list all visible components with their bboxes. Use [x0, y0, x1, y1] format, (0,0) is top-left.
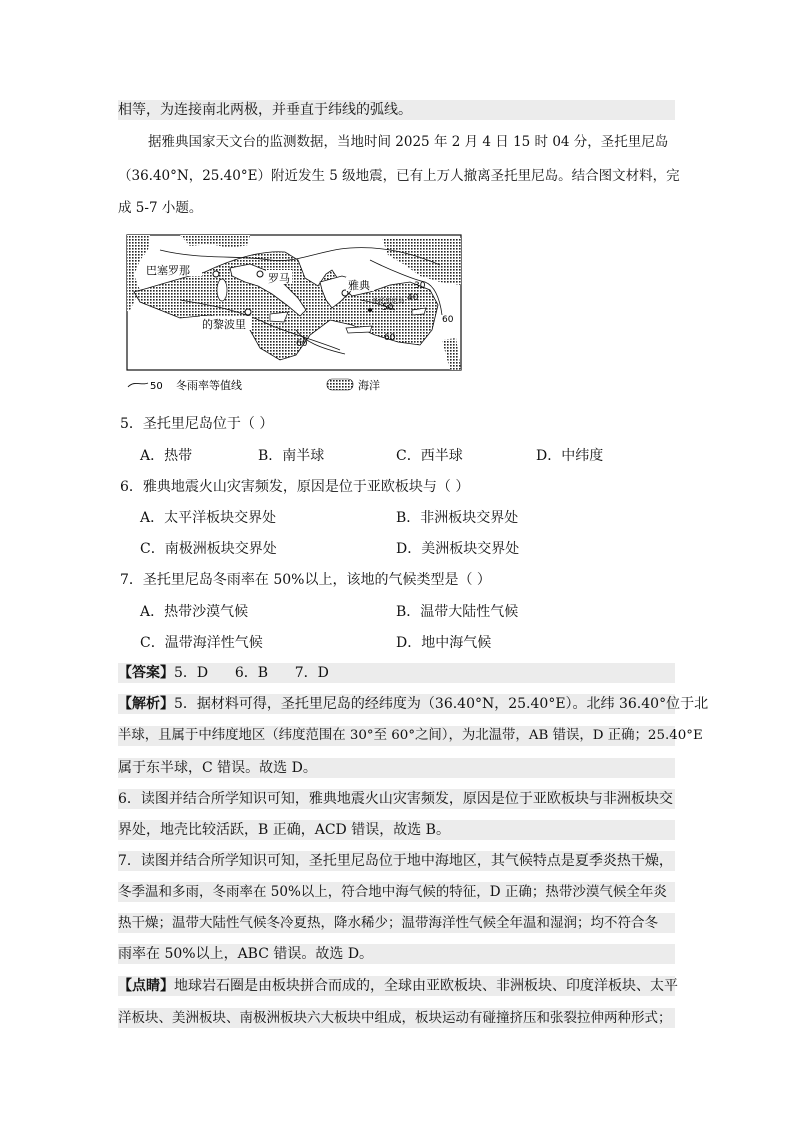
island	[217, 279, 227, 301]
option: A．太平洋板块交界处	[140, 510, 277, 526]
option: B．非洲板块交界处	[396, 510, 519, 526]
option: B．南半球	[258, 448, 325, 464]
analysis-line: 界处，地壳比较活跃，B 正确，ACD 错误，故选 B。	[118, 820, 675, 840]
isoline-value: 40	[407, 293, 419, 303]
isoline-value: 60	[384, 333, 396, 343]
question-stem: 6．雅典地震火山灾害频发，原因是位于亚欧板块与（ ）	[120, 479, 470, 495]
tip-line: 洋板块、美洲板块、南极洲板块六大板块中组成，板块运动有碰撞挤压和张裂拉伸两种形式；	[118, 1008, 675, 1028]
analysis-line: 属于东半球，C 错误。故选 D。	[118, 758, 675, 778]
tip-label: 【点睛】	[118, 978, 174, 994]
analysis-label: 【解析】	[118, 696, 174, 712]
label-tripoli: 的黎波里	[202, 318, 246, 331]
analysis-line	[118, 694, 709, 714]
legend-isoline-sample	[128, 383, 148, 387]
label-santorini: 圣托里尼岛	[372, 297, 405, 305]
option: C．南极洲板块交界处	[140, 541, 277, 557]
label-rome: 罗马	[268, 272, 290, 285]
mediterranean-map	[120, 230, 465, 400]
label-barcelona: 巴塞罗那	[146, 264, 190, 277]
analysis-line: 雨率在 50%以上，ABC 错误。故选 D。	[118, 944, 675, 964]
legend-ocean-label: 海洋	[358, 379, 380, 392]
legend-isoline-value: 50	[150, 381, 163, 392]
analysis-line: 冬季温和多雨，冬雨率在 50%以上，符合地中海气候的特征，D 正确；热带沙漠气候全年炎	[118, 882, 675, 902]
answer-label: 【答案】	[118, 665, 174, 681]
isoline-value: 30	[414, 281, 426, 291]
city-marker-santorini	[368, 308, 372, 312]
analysis-line: 7．读图并结合所学知识可知，圣托里尼岛位于地中海地区，其气候特点是夏季炎热干燥，	[118, 851, 675, 871]
tip-text: 地球岩石圈是由板块拼合而成的，全球由亚欧板块、非洲板块、印度洋板块、太平	[174, 978, 678, 994]
city-marker-barcelona	[213, 271, 219, 277]
option: D．美洲板块交界处	[396, 541, 520, 557]
isoline-value: 60	[442, 315, 454, 325]
analysis-line: 半球，且属于中纬度地区（纬度范围在 30°至 60°之间），为北温带，AB 错误，D 正确；25.40°E	[118, 726, 675, 746]
question-stem: 7．圣托里尼岛冬雨率在 50%以上，该地的气候类型是（ ）	[120, 572, 491, 588]
tip-line	[118, 976, 678, 996]
option: C．西半球	[396, 448, 463, 464]
analysis-line: 6．读图并结合所学知识可知，雅典地震火山灾害频发，原因是位于亚欧板块与非洲板块交	[118, 789, 675, 809]
legend-isoline-label: 冬雨率等值线	[176, 379, 242, 392]
text-line: 相等，为连接南北两极，并垂直于纬线的弧线。	[118, 100, 675, 120]
analysis-text: 5．据材料可得，圣托里尼岛的经纬度为（36.40°N，25.40°E）。北纬 36.40°位于北	[174, 696, 709, 712]
analysis-line: 热干燥；温带大陆性气候冬冷夏热，降水稀少；温带海洋性气候全年温和湿润；均不符合冬	[118, 913, 675, 933]
answer-text: 5．D 6．B 7．D	[174, 665, 329, 681]
answer-line	[118, 663, 675, 683]
question-stem: 5．圣托里尼岛位于（ ）	[120, 416, 274, 432]
option: D．中纬度	[536, 448, 604, 464]
text-line: 成 5-7 小题。	[118, 200, 203, 216]
city-marker-tripoli	[245, 309, 251, 315]
text-line: 据雅典国家天文台的监测数据，当地时间 2025 年 2 月 4 日 15 时 04 分，圣托里尼岛	[148, 134, 669, 150]
isoline-value: 50	[382, 303, 394, 313]
legend-ocean-swatch	[327, 379, 353, 390]
option: B．温带大陆性气候	[396, 604, 519, 620]
city-marker-rome	[257, 271, 263, 277]
option: C．温带海洋性气候	[140, 635, 263, 651]
option: D．地中海气候	[396, 635, 492, 651]
text-line: （36.40°N，25.40°E）附近发生 5 级地震，已有上万人撤离圣托里尼岛。结合图文材料，完	[118, 168, 680, 184]
option: A．热带沙漠气候	[140, 604, 249, 620]
isoline-value: 60	[296, 339, 308, 349]
label-athens: 雅典	[348, 279, 370, 292]
option: A．热带	[140, 448, 193, 464]
